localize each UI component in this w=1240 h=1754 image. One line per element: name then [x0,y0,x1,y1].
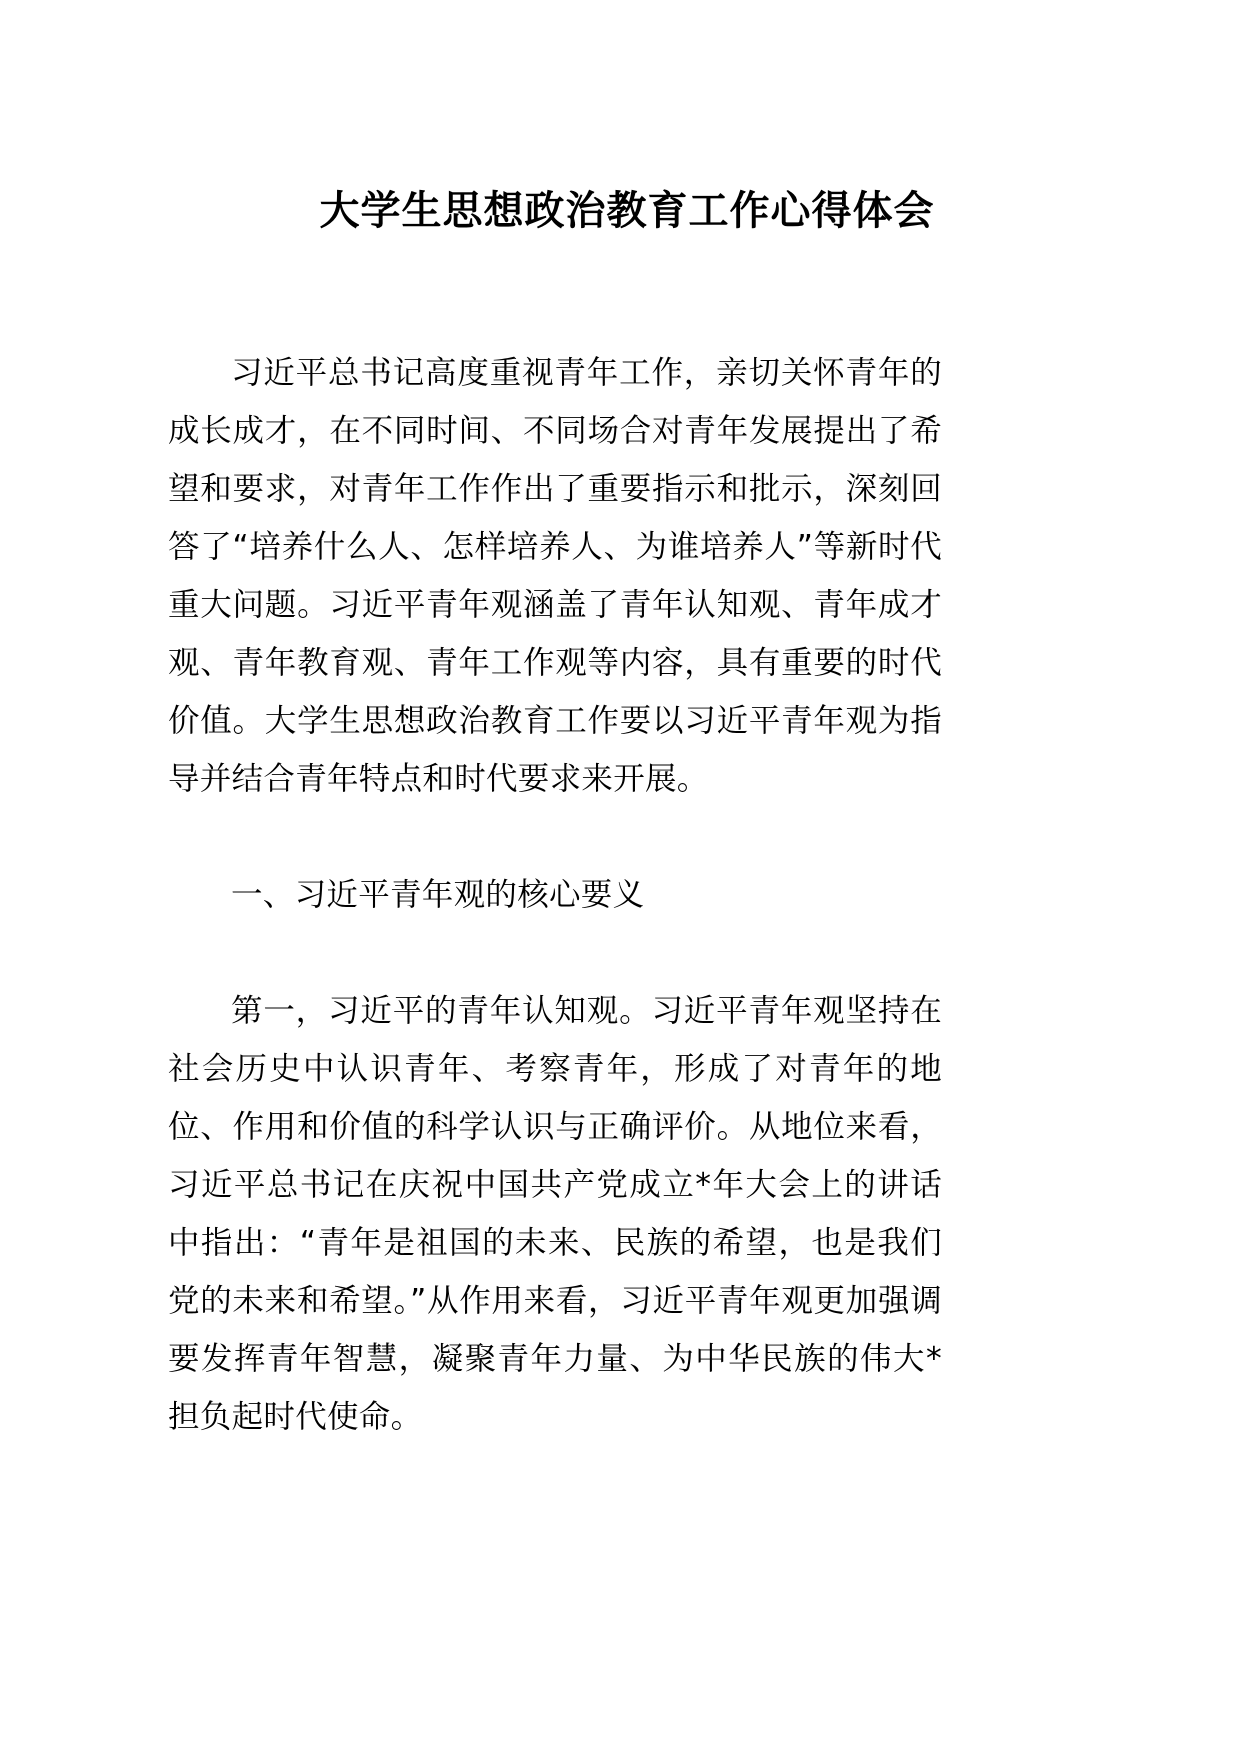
document-title: 大学生思想政治教育工作心得体会 [319,188,935,234]
section-heading-block [168,866,942,924]
section-paragraph-block [168,982,942,1446]
intro-paragraph: 习近平总书记高度重视青年工作，亲切关怀青年的成长成才，在不同时间、不同场合对青年发展提出了希望和要求，对青年工作作出了重要指示和批示，深刻回答了“培养什么人、怎样培养人、为谁培养人”等新时代重大问题。习近平青年观涵盖了青年认知观、青年成才观、青年教育观、青年工作观等内容，具有重要的时代价值。大学生思想政治教育工作要以习近平青年观为指导并结合青年特点和时代要求来开展。 [168,355,942,797]
intro-paragraph-block [168,344,942,808]
section-paragraph: 第一，习近平的青年认知观。习近平青年观坚持在社会历史中认识青年、考察青年，形成了对青年的地位、作用和价值的科学认识与正确评价。从地位来看，习近平总书记在庆祝中国共产党成立*年大会上的讲话中指出：“青年是祖国的未来、民族的希望，也是我们党的未来和希望。”从作用来看，习近平青年观更加强调要发挥青年智慧，凝聚青年力量、为中华民族的伟大*担负起时代使命。 [168,993,942,1435]
section-heading: 一、习近平青年观的核心要义 [231,877,645,913]
